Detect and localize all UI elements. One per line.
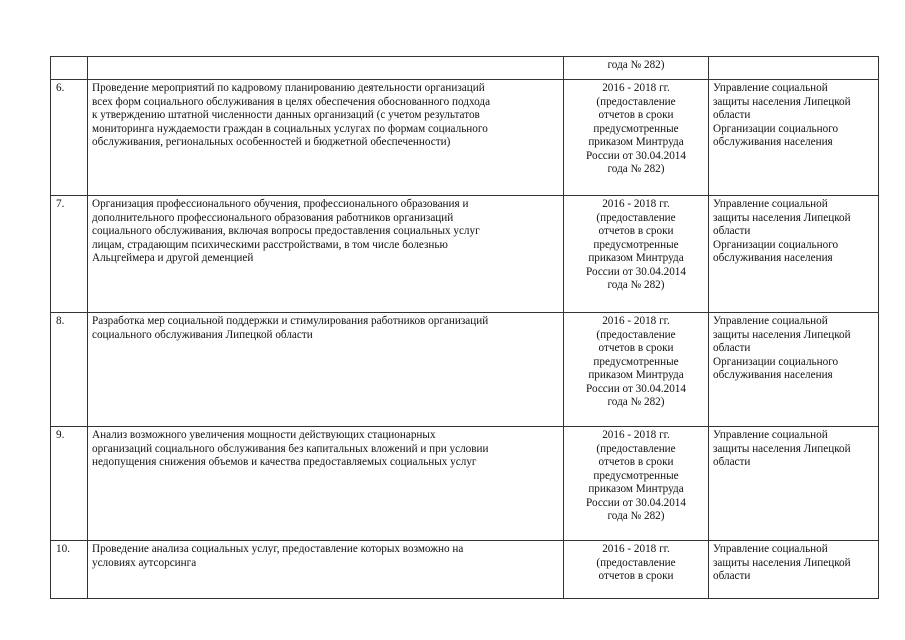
table-row bbox=[51, 196, 879, 313]
measures-table-body bbox=[51, 57, 879, 599]
table-row bbox=[51, 313, 879, 427]
row-number: 6. bbox=[51, 80, 88, 196]
measures-table bbox=[50, 56, 879, 599]
term-text: года № 282) bbox=[564, 57, 709, 80]
table-row bbox=[51, 427, 879, 541]
responsible-text: Управление социальной защиты населения Липецкой области Организации социального обслуживания населения bbox=[709, 313, 879, 427]
term-text: 2016 - 2018 гг. (предоставление отчетов в сроки предусмотренные приказом Минтруда России от 30.04.2014 года № 282) bbox=[564, 196, 709, 313]
measure-text: Организация профессионального обучения, профессионального образования и дополнительного профессионального образования работников организаций социального обслуживания, включая вопросы предоставления социальных услуг лицам, страдающим психическими расстройствами, в том числе болезнью Альцгеймера и другой деменцией bbox=[88, 196, 564, 313]
row-number: 10. bbox=[51, 541, 88, 599]
measure-text: Проведение мероприятий по кадровому планированию деятельности организаций всех форм социального обслуживания в целях обеспечения обоснованного подхода к утверждению штатной численности данных организаций (с учетом результатов мониторинга нуждаемости граждан в социальных услугах по формам социального обслуживания, региональных особенностей и бюджетной обеспеченности) bbox=[88, 80, 564, 196]
responsible-text: Управление социальной защиты населения Липецкой области bbox=[709, 541, 879, 599]
row-number bbox=[51, 57, 88, 80]
responsible-text: Управление социальной защиты населения Липецкой области Организации социального обслуживания населения bbox=[709, 80, 879, 196]
responsible-text: Управление социальной защиты населения Липецкой области Организации социального обслуживания населения bbox=[709, 196, 879, 313]
row-number: 9. bbox=[51, 427, 88, 541]
table-row bbox=[51, 541, 879, 599]
responsible-text bbox=[709, 57, 879, 80]
term-text: 2016 - 2018 гг. (предоставление отчетов в сроки предусмотренные приказом Минтруда России от 30.04.2014 года № 282) bbox=[564, 80, 709, 196]
row-number: 7. bbox=[51, 196, 88, 313]
responsible-text: Управление социальной защиты населения Липецкой области bbox=[709, 427, 879, 541]
measure-text: Анализ возможного увеличения мощности действующих стационарных организаций социального обслуживания без капитальных вложений и при условии недопущения снижения объемов и качества предоставляемых социальных услуг bbox=[88, 427, 564, 541]
term-text: 2016 - 2018 гг. (предоставление отчетов в сроки предусмотренные приказом Минтруда России от 30.04.2014 года № 282) bbox=[564, 427, 709, 541]
row-number: 8. bbox=[51, 313, 88, 427]
term-text: 2016 - 2018 гг. (предоставление отчетов в сроки bbox=[564, 541, 709, 599]
measure-text: Разработка мер социальной поддержки и стимулирования работников организаций социального обслуживания Липецкой области bbox=[88, 313, 564, 427]
measure-text: Проведение анализа социальных услуг, предоставление которых возможно на условиях аутсорсинга bbox=[88, 541, 564, 599]
measure-text bbox=[88, 57, 564, 80]
table-row bbox=[51, 80, 879, 196]
term-text: 2016 - 2018 гг. (предоставление отчетов в сроки предусмотренные приказом Минтруда России от 30.04.2014 года № 282) bbox=[564, 313, 709, 427]
table-row bbox=[51, 57, 879, 80]
